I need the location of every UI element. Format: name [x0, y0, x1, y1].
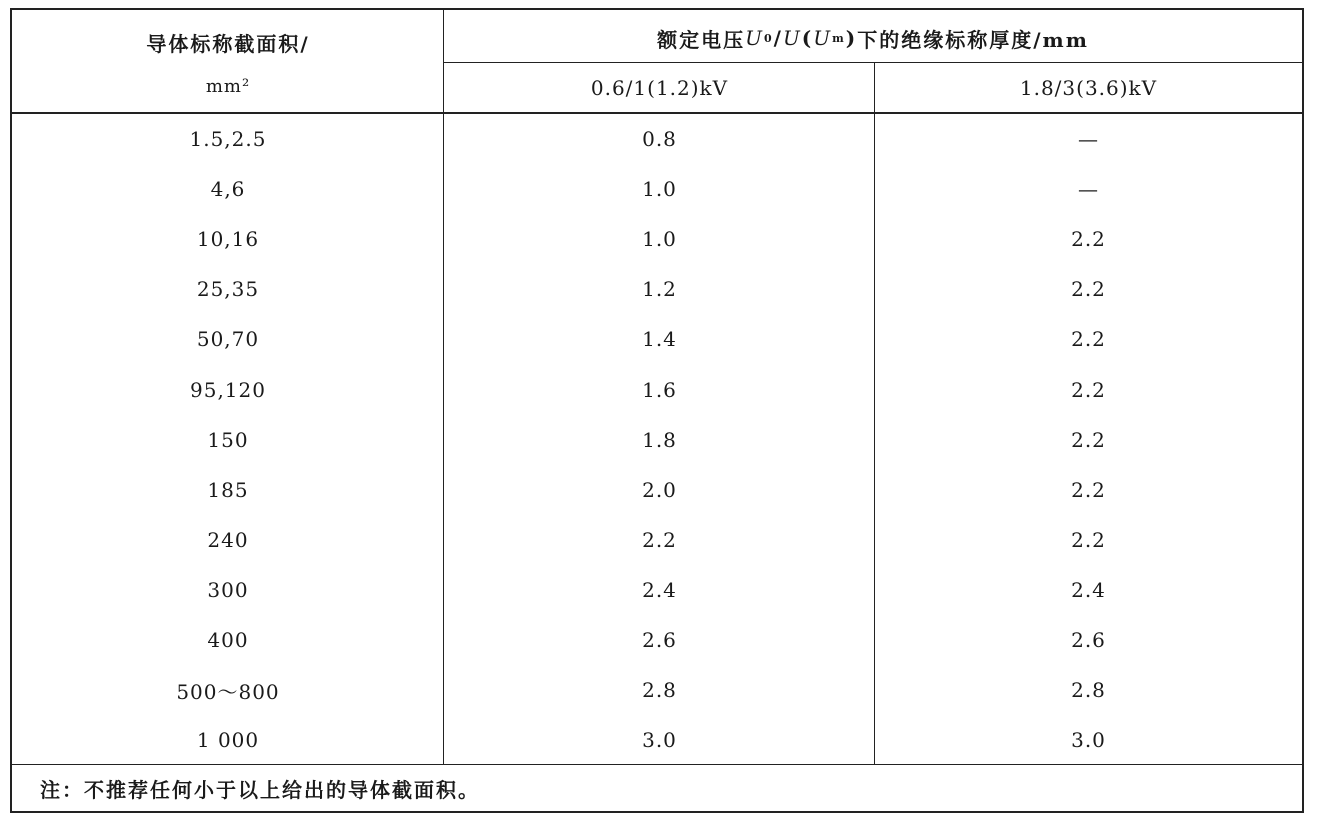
table-cell-section: 500～800: [176, 679, 280, 704]
table-cell-t2: 2.2: [1071, 477, 1106, 502]
table-cell-section: 150: [207, 427, 249, 452]
table-cell-section: 300: [207, 577, 249, 602]
table-cell-t2: 2.8: [1071, 678, 1106, 703]
table-cell-section: 1 000: [196, 728, 260, 753]
group-u0: U: [745, 26, 764, 50]
table-cell-t2: 2.4: [1071, 577, 1106, 602]
header-voltage-group: [444, 14, 1302, 62]
table-cell-t2: 2.2: [1071, 377, 1106, 402]
table-cell-section: 185: [207, 477, 249, 502]
header-section-unit-cell: [12, 68, 444, 104]
table-cell-t2: —: [1078, 127, 1099, 152]
header-voltage-high: [875, 64, 1302, 112]
group-paren-open: (: [801, 26, 814, 50]
table-cell-section: 50,70: [196, 327, 260, 352]
table-cell-section: 240: [207, 527, 249, 552]
table-cell-t1: 1.0: [642, 227, 677, 252]
table-cell-t1: 3.0: [642, 728, 677, 753]
table-cell-t1: 2.8: [642, 678, 677, 703]
table-cell-t1: 1.6: [642, 377, 677, 402]
table-cell-t1: 2.4: [642, 577, 677, 602]
table-cell-t2: 2.2: [1071, 427, 1106, 452]
table-cell-section: 95,120: [190, 377, 266, 402]
group-um-sub: m: [832, 31, 846, 45]
table-cell-section: 10,16: [196, 227, 260, 252]
table-cell-t2: —: [1078, 177, 1099, 202]
group-prefix: 额定电压: [657, 27, 746, 52]
table-cell-t2: 2.6: [1071, 628, 1106, 653]
table-cell-t1: 1.4: [642, 327, 677, 352]
header-section-label: [12, 24, 444, 60]
table-cell-t2: 2.2: [1071, 227, 1106, 252]
table-cell-t1: 2.0: [642, 477, 677, 502]
insulation-thickness-table: [10, 8, 1304, 813]
table-cell-t1: 1.2: [642, 277, 677, 302]
table-cell-section: 25,35: [196, 277, 260, 302]
table-cell-t1: 1.8: [642, 427, 677, 452]
group-u0-sub: 0: [763, 31, 774, 45]
header-section-title: 导体标称截面积/: [146, 31, 310, 56]
group-slash: /: [773, 26, 783, 50]
table-cell-t2: 2.2: [1071, 327, 1106, 352]
table-cell-section: 1.5,2.5: [189, 127, 267, 152]
table-cell-t2: 2.2: [1071, 277, 1106, 302]
group-um: U: [813, 26, 833, 50]
header-section-unit: mm²: [205, 75, 251, 97]
table-cell-t2: 2.2: [1071, 527, 1106, 552]
header-subdivider: [444, 62, 1302, 63]
header-voltage-high-label: 1.8/3(3.6)kV: [1019, 76, 1158, 100]
table-cell-section: 4,6: [210, 177, 246, 202]
table-note: 注：不推荐任何小于以上给出的导体截面积。: [40, 777, 480, 802]
table-cell-t1: 2.2: [642, 527, 677, 552]
table-cell-section: 400: [207, 628, 249, 653]
group-suffix: 下的绝缘标称厚度/mm: [857, 27, 1089, 52]
table-cell-t1: 2.6: [642, 628, 677, 653]
header-voltage-low-label: 0.6/1(1.2)kV: [590, 76, 729, 100]
table-cell-t1: 1.0: [642, 177, 677, 202]
header-voltage-low: [444, 64, 875, 112]
table-cell-t2: 3.0: [1071, 728, 1106, 753]
group-u: U: [782, 26, 802, 50]
group-paren-close: ): [845, 26, 858, 50]
table-cell-t1: 0.8: [642, 127, 677, 152]
